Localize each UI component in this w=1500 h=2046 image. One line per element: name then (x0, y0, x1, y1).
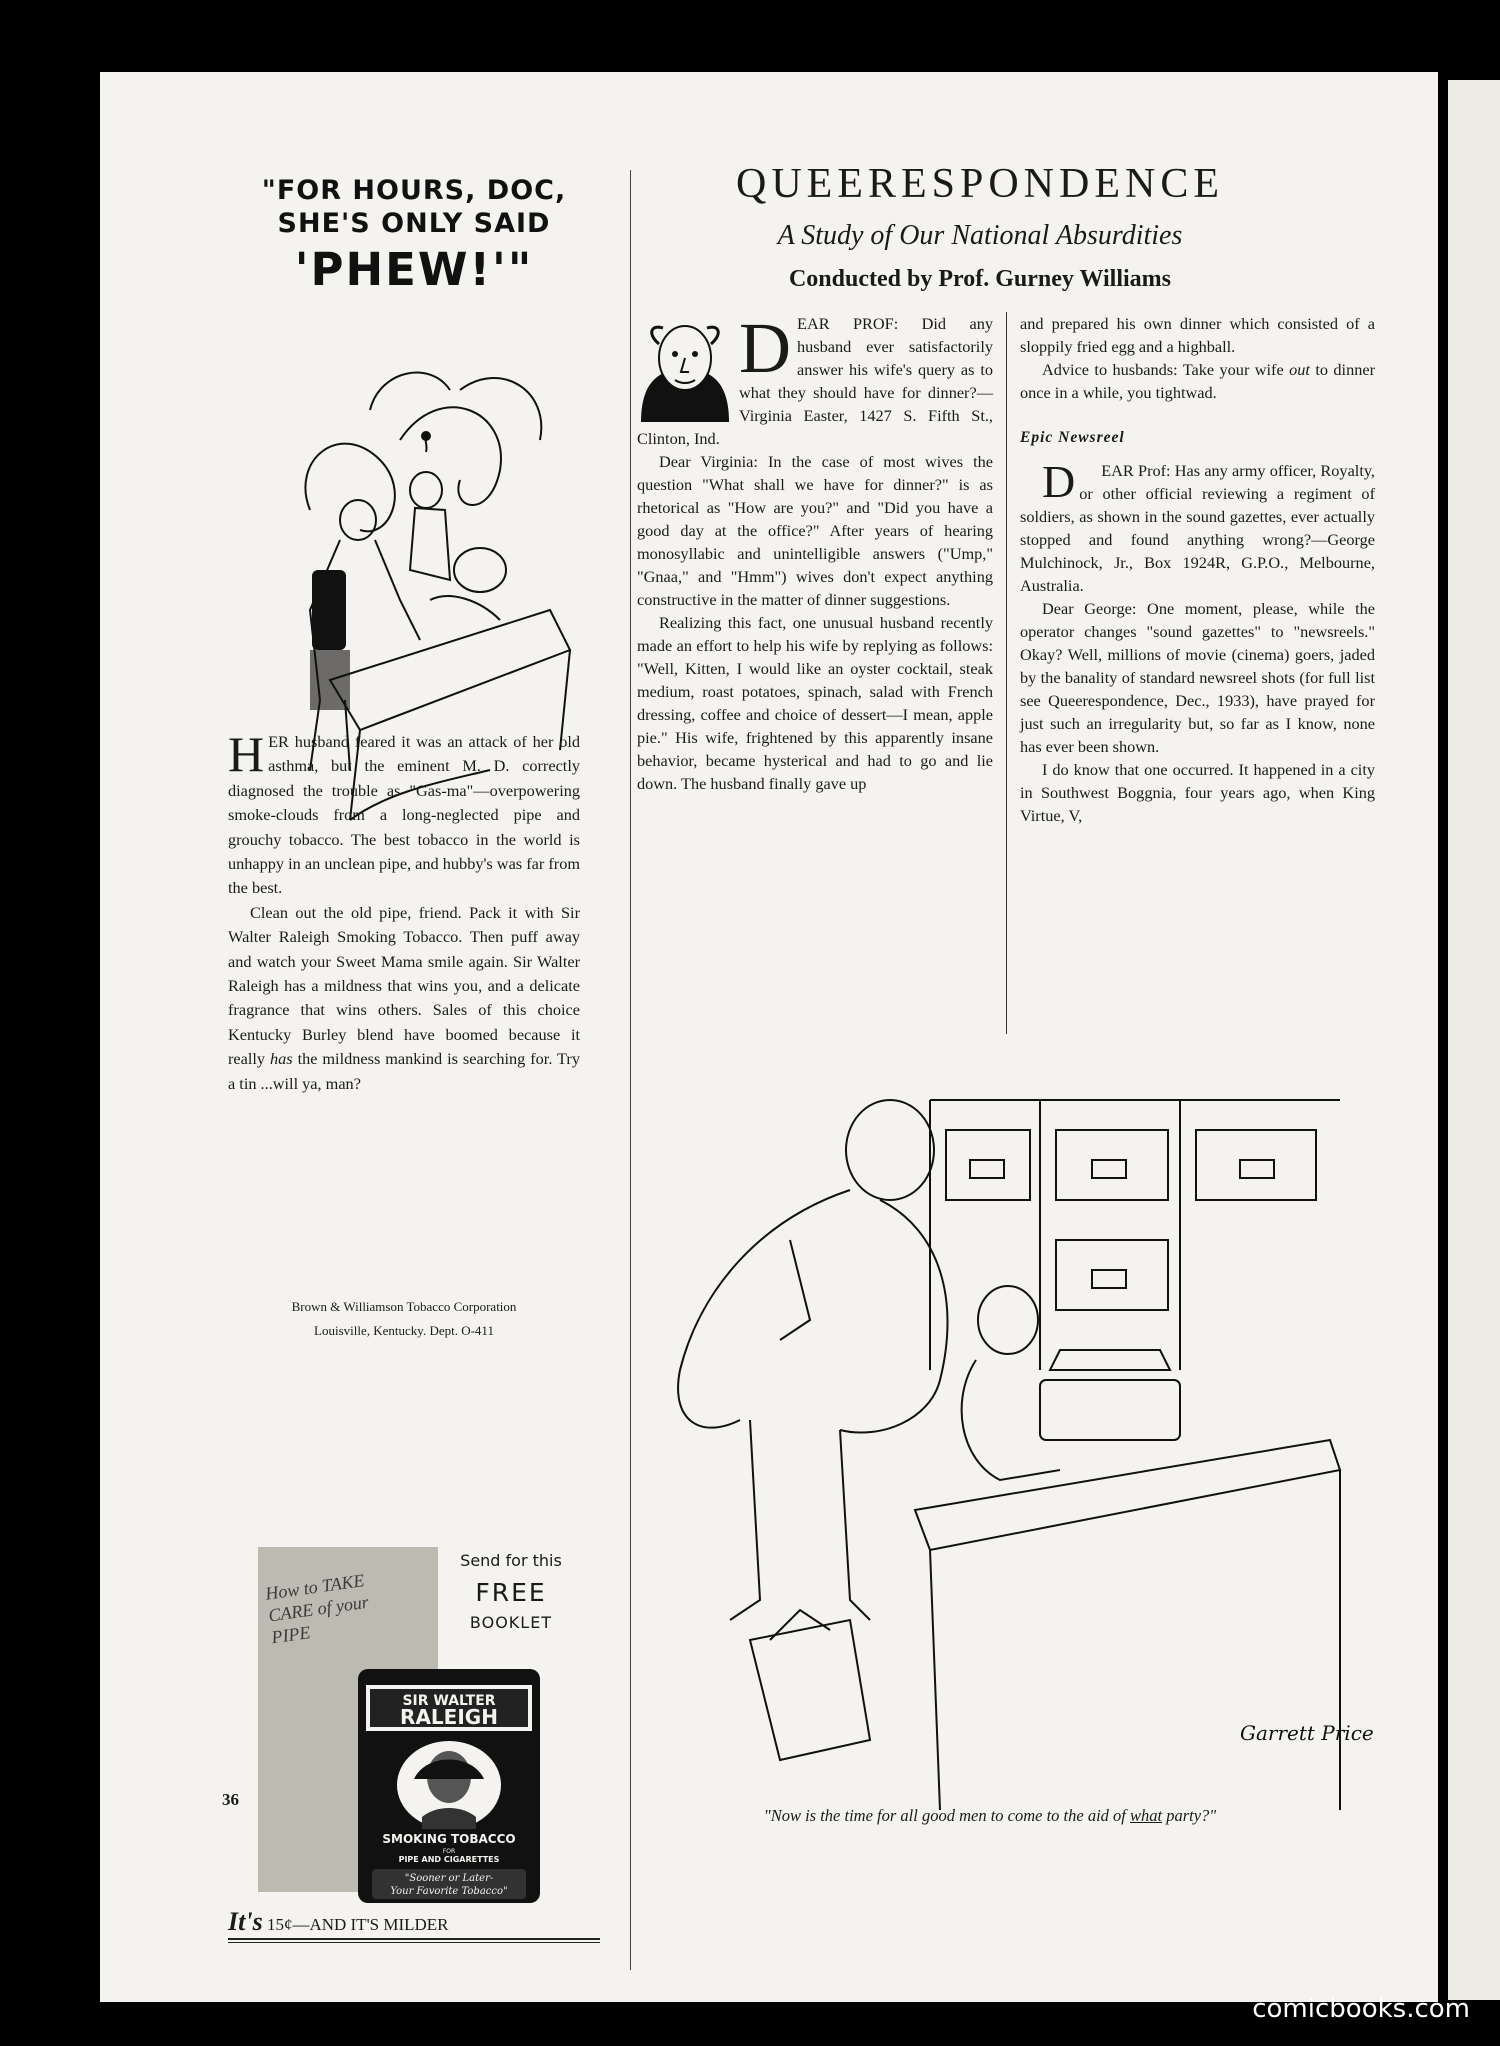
ad-paragraph-2 (228, 901, 580, 1096)
facing-page-edge (1448, 80, 1500, 2000)
ad-headline-line-2: SHE'S ONLY SAID (277, 207, 551, 239)
ad-paragraph-2-end: the mildness mankind is searching for. Try a tin ...will ya, man? (228, 1049, 580, 1093)
caption-text: "Now is the time for all good men to come to the aid of (763, 1806, 1130, 1825)
ad-price-line (228, 1907, 588, 1937)
tin-slogan-line-2: Your Favorite Tobacco" (390, 1886, 508, 1897)
ad-paragraph-1 (228, 726, 580, 901)
ad-headline-line-3: 'PHEW!'" (294, 242, 534, 296)
caption-emphasis: what (1130, 1806, 1163, 1825)
answer-1-paragraph-1: Dear Virginia: In the case of most wives the question "What shall we have for dinner?" is as rhetorical as "How are you?" and "Did you have a good day at the office?" After years of hearing monosyllabic and unintelligible answers ("Ump," "Gnaa," and "Hmm") wives don't expect anything constructive in the matter of dinner suggestions. (637, 452, 993, 609)
tin-product-line-1: SMOKING TOBACCO (382, 1832, 516, 1846)
letter-1-text: EAR PROF: Did any husband ever satisfactorily answer his wife's query as to what they should have for dinner?—Virginia Easter, 1427 S. Fifth St., Clinton, Ind. (637, 314, 993, 448)
answer-1-paragraph-3 (1020, 358, 1375, 404)
site-watermark: comicbooks.com (1252, 1994, 1470, 2024)
letter-1-drop-cap: D (739, 308, 791, 388)
letter-2 (1020, 456, 1375, 597)
ad-corporation-address: Louisville, Kentucky. Dept. O-411 (314, 1323, 494, 1338)
ad-headline-line-1: "FOR HOURS, DOC, (261, 175, 567, 206)
booklet-title: How to TAKE CARE of your PIPE (264, 1570, 370, 1648)
ad-emphasis-has: has (270, 1049, 293, 1069)
ad-body-copy (228, 726, 580, 1096)
ad-drop-cap: H (228, 726, 265, 782)
tin-brand-line-2: RALEIGH (400, 1705, 498, 1729)
section-heading-epic-newsreel: Epic Newsreel (1020, 429, 1125, 446)
office-cartoon-illustration (640, 1040, 1374, 1810)
letter-2-drop-cap: D (1042, 456, 1076, 507)
column-divider (630, 170, 631, 1970)
answer-2-paragraph-1: Dear George: One moment, please, while the operator changes "sound gazettes" to "newsreels." Okay? Well, millions of movie (cinema) goers, jaded by the banality of standard newsreel shots (for full list see Queerespondence, Dec., 1933), have prayed for just such an irregularity but, so far as I know, none has ever been shown. (1020, 599, 1375, 756)
page-number: 36 (222, 1790, 239, 1809)
article-column-1 (637, 308, 993, 795)
article-title: QUEERESPONDENCE (735, 161, 1224, 207)
send-for-booklet (446, 1547, 576, 1632)
tin-slogan-line-1: "Sooner or Later- (404, 1873, 494, 1884)
article-byline: Conducted by Prof. Gurney Williams (788, 266, 1172, 292)
caption-text-end: party?" (1162, 1806, 1217, 1825)
answer-2-paragraph-2: I do know that one occurred. It happened in a city in Southwest Boggnia, four years ago, when King Virtue, V, (1020, 760, 1375, 825)
ad-paragraph-2-text: Clean out the old pipe, friend. Pack it with Sir Walter Raleigh Smoking Tobacco. Then puff away and watch your Sweet Mama smile again. Sir Walter Raleigh has a mildness that wins you, and a delicate fragrance that wins others. Sales of this choice Kentucky Burley blend have boomed because it really (228, 902, 580, 1069)
tin-brand-line-1: SIR WALTER (402, 1693, 496, 1709)
answer-1-paragraph-2-continued: and prepared his own dinner which consisted of a sloppily fried egg and a highball. (1020, 314, 1375, 356)
tobacco-tin-image (356, 1667, 542, 1905)
advice-text: Advice to husbands: Take your wife (1042, 360, 1290, 379)
inner-column-divider (1006, 312, 1007, 1034)
ad-paragraph-1-text: ER husband feared it was an attack of her old asthma, but the eminent M. D. correctly diagnosed the trouble as "Gas-ma"—overpowering smoke-clouds from a long-neglected pipe and grouchy tobacco. The best tobacco in the world is unhappy in an unclean pipe, and hubby's was far from the best. (228, 732, 580, 898)
price-its: It's (228, 1907, 263, 1936)
ad-headline (228, 175, 600, 298)
article-subtitle: A Study of Our National Absurdities (777, 220, 1183, 251)
answer-1-paragraph-2: Realizing this fact, one unusual husband recently made an effort to help his wife by replying as follows: "Well, Kitten, I would like an oyster cocktail, steak medium, roast potatoes, spinach, salad with French dressing, coffee and choice of dessert—I mean, apple pie." His wife, frightened by this apparently insane behavior, became hysterical and had to go and lie down. The husband finally gave up (637, 613, 993, 793)
ad-corporation-name: Brown & Williamson Tobacco Corporation (291, 1299, 517, 1314)
cartoon-caption (640, 1806, 1340, 1826)
send-for-text: Send for this (460, 1551, 562, 1570)
booklet-text: BOOKLET (469, 1613, 553, 1632)
article-column-2 (1020, 312, 1375, 827)
advice-emphasis: out (1289, 360, 1310, 379)
price-text: 15¢—AND IT'S MILDER (262, 1915, 449, 1934)
booklet-offer (258, 1547, 580, 1897)
free-text: FREE (475, 1578, 547, 1607)
tin-product-line-2: FOR (442, 1848, 456, 1855)
letter-2-text: EAR Prof: Has any army officer, Royalty, or other official reviewing a regiment of soldiers, as shown in the sound gazettes, ever actually stopped and found anything wrong?—George Mulchinock, Jr., Box 1924R, G.P.O., Melbourne, Australia. (1020, 461, 1375, 595)
advice-text-end: to dinner once in a while, you tightwad. (1020, 360, 1376, 402)
cartoonist-signature: Garrett Price (1240, 1721, 1374, 1745)
ad-corporation (228, 1295, 580, 1343)
professor-portrait-icon (637, 314, 733, 424)
ad-bottom-rule (228, 1938, 600, 1943)
letter-1 (637, 308, 993, 450)
tin-product-line-3: PIPE AND CIGARETTES (398, 1855, 500, 1864)
